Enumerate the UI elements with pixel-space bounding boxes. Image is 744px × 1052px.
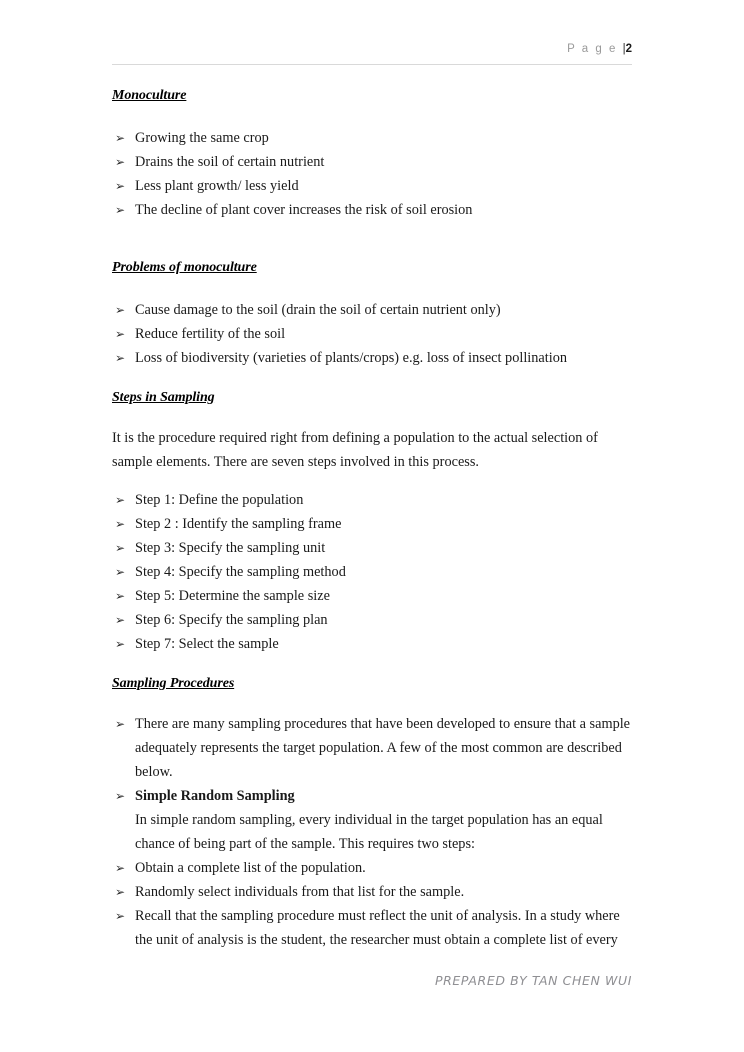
- arrow-bullet-icon: ➢: [115, 861, 126, 875]
- list-item-label: Cause damage to the soil (drain the soil of certain nutrient only): [135, 302, 501, 318]
- steps-in-sampling-paragraph: It is the procedure required right from defining a population to the actual selection of sample elements. There are seven steps involved in this process.: [112, 430, 598, 470]
- list-item-label: Step 7: Select the sample: [135, 636, 279, 652]
- page-label: P a g e: [567, 43, 618, 55]
- bullet-list-sampling-steps: [112, 488, 632, 656]
- list-item-label: Step 6: Specify the sampling plan: [135, 612, 328, 628]
- list-item-label: Drains the soil of certain nutrient: [135, 154, 325, 170]
- arrow-bullet-icon: ➢: [115, 909, 126, 923]
- arrow-bullet-icon: ➢: [115, 203, 126, 217]
- list-item-label: The decline of plant cover increases the risk of soil erosion: [135, 202, 473, 218]
- list-item-label: Simple Random Sampling: [135, 788, 295, 804]
- arrow-bullet-icon: ➢: [115, 179, 126, 193]
- spacer: [112, 106, 632, 126]
- list-item-label: Step 1: Define the population: [135, 492, 304, 508]
- document-body: [112, 86, 632, 952]
- page-footer: [112, 972, 632, 990]
- list-item-label: Step 4: Specify the sampling method: [135, 564, 346, 580]
- list-item: [112, 298, 632, 322]
- spacer: [112, 222, 632, 258]
- arrow-bullet-icon: ➢: [115, 613, 126, 627]
- arrow-bullet-icon: ➢: [115, 637, 126, 651]
- list-item-continuation: In simple random sampling, every individual in the target population has an equal chance of being part of the sample. This requires two steps:: [135, 812, 603, 852]
- list-item-label: Recall that the sampling procedure must reflect the unit of analysis. In a study where the unit of analysis is the student, the researcher must obtain a complete list of every: [135, 908, 620, 948]
- arrow-bullet-icon: ➢: [115, 541, 126, 555]
- arrow-bullet-icon: ➢: [115, 155, 126, 169]
- list-item: [112, 632, 632, 656]
- list-item: [112, 560, 632, 584]
- spacer: [112, 694, 632, 712]
- list-item: [112, 512, 632, 536]
- arrow-bullet-icon: ➢: [115, 351, 126, 365]
- list-item: [112, 150, 632, 174]
- list-item-label: Obtain a complete list of the population.: [135, 860, 366, 876]
- list-item: [112, 346, 632, 370]
- list-item: [112, 608, 632, 632]
- arrow-bullet-icon: ➢: [115, 885, 126, 899]
- list-item-label: Growing the same crop: [135, 130, 269, 146]
- arrow-bullet-icon: ➢: [115, 589, 126, 603]
- page-header-text: [112, 42, 632, 56]
- spacer: [112, 656, 632, 674]
- list-item: [112, 126, 632, 150]
- list-item-label: Step 5: Determine the sample size: [135, 588, 330, 604]
- bullet-list-sampling-procedures: [112, 712, 632, 952]
- arrow-bullet-icon: ➢: [115, 327, 126, 341]
- list-item-label: Reduce fertility of the soil: [135, 326, 286, 342]
- bullet-list-problems-of-monoculture: [112, 298, 632, 370]
- section-heading-sampling-procedures: Sampling Procedures: [112, 676, 235, 691]
- list-item: [112, 174, 632, 198]
- arrow-bullet-icon: ➢: [115, 565, 126, 579]
- list-item: [112, 322, 632, 346]
- list-item-label: Less plant growth/ less yield: [135, 178, 299, 194]
- list-item: [112, 880, 632, 904]
- spacer: [112, 278, 632, 298]
- section-heading-steps-in-sampling: Steps in Sampling: [112, 390, 215, 405]
- arrow-bullet-icon: ➢: [115, 789, 126, 803]
- list-item-label: Loss of biodiversity (varieties of plants/crops) e.g. loss of insect pollination: [135, 350, 568, 366]
- list-item-label: Randomly select individuals from that list for the sample.: [135, 884, 465, 900]
- list-item: [112, 712, 632, 784]
- header-divider: [112, 64, 632, 65]
- list-item-simple-random-sampling: [112, 784, 632, 856]
- arrow-bullet-icon: ➢: [115, 303, 126, 317]
- page-header: [112, 42, 632, 56]
- page-footer-text: PREPARED BY TAN CHEN WUI: [434, 973, 632, 988]
- spacer: [112, 474, 632, 488]
- list-item-label: Step 2 : Identify the sampling frame: [135, 516, 342, 532]
- page-number: 2: [625, 43, 632, 55]
- section-heading-monoculture: Monoculture: [112, 88, 187, 103]
- arrow-bullet-icon: ➢: [115, 717, 126, 731]
- arrow-bullet-icon: ➢: [115, 493, 126, 507]
- list-item: [112, 488, 632, 512]
- list-item: [112, 856, 632, 880]
- list-item: [112, 198, 632, 222]
- list-item-label: There are many sampling procedures that have been developed to ensure that a sample adequately represents the target population. A few of the most common are described below.: [135, 716, 631, 780]
- section-heading-problems-of-monoculture: Problems of monoculture: [112, 260, 257, 275]
- list-item: [112, 904, 632, 952]
- list-item-label: Step 3: Specify the sampling unit: [135, 540, 326, 556]
- arrow-bullet-icon: ➢: [115, 131, 126, 145]
- page-separator: |: [622, 43, 626, 55]
- spacer: [112, 370, 632, 388]
- arrow-bullet-icon: ➢: [115, 517, 126, 531]
- list-item: [112, 584, 632, 608]
- list-item: [112, 536, 632, 560]
- spacer: [112, 408, 632, 426]
- bullet-list-monoculture: [112, 126, 632, 222]
